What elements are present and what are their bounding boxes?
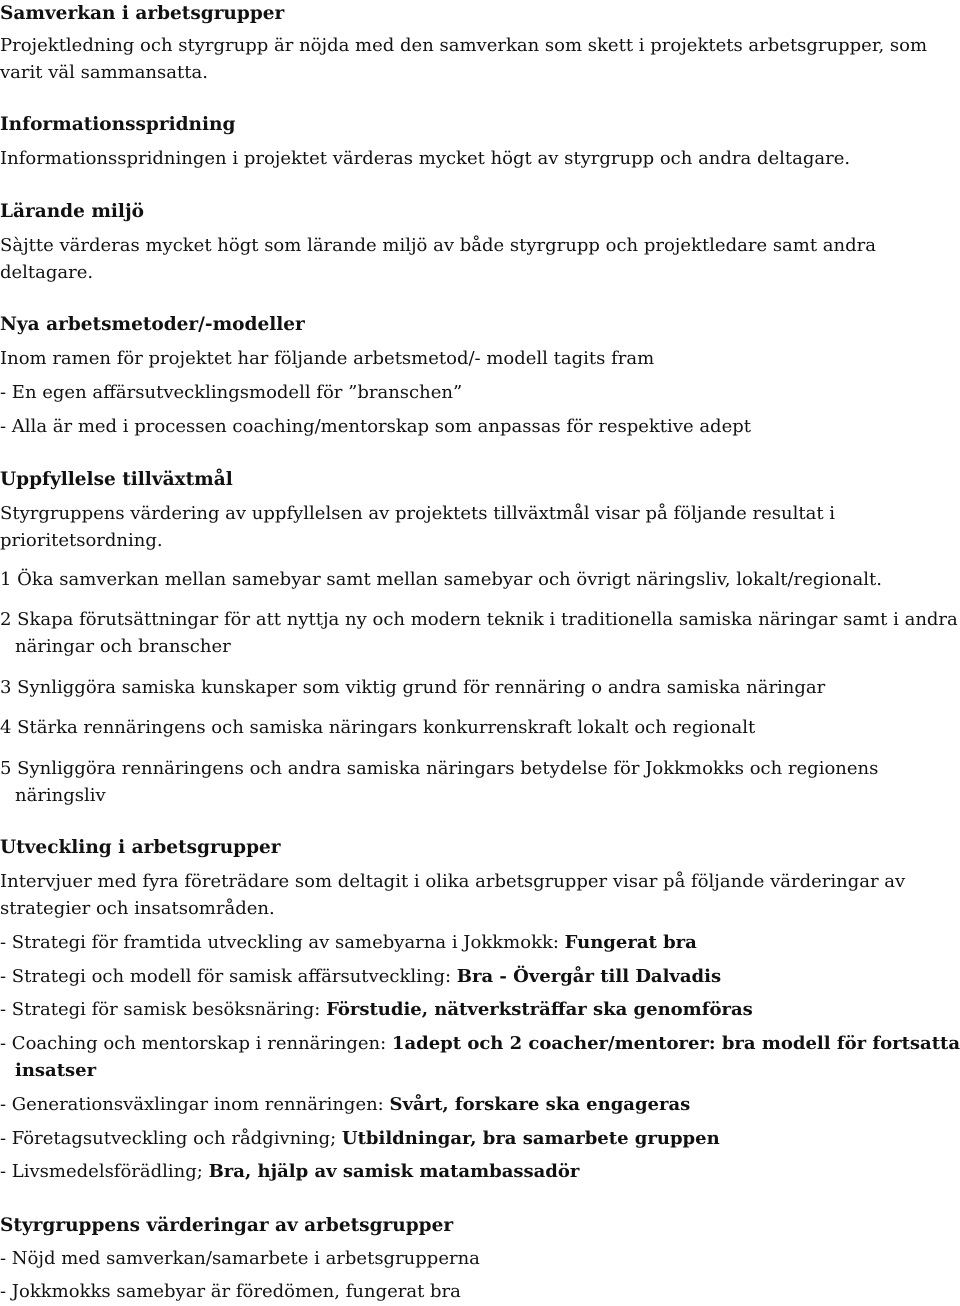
strategy-item <box>0 963 721 990</box>
section-body: Informationsspridningen i projektet värderas mycket högt av styrgrupp och andra deltagare. <box>0 148 851 169</box>
strategy-value: Fungerat bra <box>564 932 697 953</box>
strategy-label: - Generationsväxlingar inom rennäringen: <box>0 1094 390 1115</box>
section-heading: Informationsspridning <box>0 114 236 135</box>
strategy-value: Bra - Övergår till Dalvadis <box>456 966 722 987</box>
goal-item: 4 Stärka rennäringens och samiska näringars konkurrenskraft lokalt och regionalt <box>0 717 756 738</box>
section-heading: Styrgruppens värderingar av arbetsgrupper <box>0 1215 454 1236</box>
strategy-item <box>0 1091 690 1118</box>
section-heading: Uppfyllelse tillväxtmål <box>0 469 233 490</box>
strategy-label: - Livsmedelsförädling; <box>0 1161 209 1182</box>
section-body: Projektledning och styrgrupp är nöjda med den samverkan som skett i projektets arbetsgrupper, som varit väl sammansatta. <box>0 35 928 83</box>
goal-item: 5 Synliggöra rennäringens och andra samiska näringars betydelse för Jokkmokks och regionens näringsliv <box>0 758 879 806</box>
goal-item: 3 Synliggöra samiska kunskaper som viktig grund för rennäring o andra samiska näringar <box>0 677 826 698</box>
list-item: - Alla är med i processen coaching/mentorskap som anpassas för respektive adept <box>0 416 751 437</box>
section-heading: Utveckling i arbetsgrupper <box>0 837 281 858</box>
strategy-item <box>0 996 753 1023</box>
strategy-label: - Coaching och mentorskap i rennäringen: <box>0 1033 392 1054</box>
section-heading: Nya arbetsmetoder/-modeller <box>0 314 305 335</box>
strategy-label: - Strategi för framtida utveckling av samebyarna i Jokkmokk: <box>0 932 565 953</box>
section-body: Inom ramen för projektet har följande arbetsmetod/- modell tagits fram <box>0 348 655 369</box>
strategy-value: Bra, hjälp av samisk matambassadör <box>208 1161 580 1182</box>
section-heading: Lärande miljö <box>0 201 144 222</box>
strategy-item <box>0 1158 579 1185</box>
section-heading: Samverkan i arbetsgrupper <box>0 3 285 24</box>
list-item: - Jokkmokks samebyar är föredömen, fungerat bra <box>0 1281 461 1302</box>
strategy-value: Svårt, forskare ska engageras <box>389 1094 691 1115</box>
strategy-item <box>0 1030 960 1084</box>
strategy-value: Utbildningar, bra samarbete gruppen <box>341 1128 720 1149</box>
goal-item: 2 Skapa förutsättningar för att nyttja ny och modern teknik i traditionella samiska näringar samt i andra näringar och branscher <box>0 609 958 657</box>
section-body: Sàjtte värderas mycket högt som lärande miljö av både styrgrupp och projektledare samt andra deltagare. <box>0 235 876 283</box>
list-item: - Nöjd med samverkan/samarbete i arbetsgrupperna <box>0 1248 480 1269</box>
list-item: - En egen affärsutvecklingsmodell för ”branschen” <box>0 382 463 403</box>
section-body: Styrgruppens värdering av uppfyllelsen av projektets tillväxtmål visar på följande resultat i prioritetsordning. <box>0 503 836 551</box>
strategy-value: 1adept och 2 coacher/mentorer: bra modell för fortsatta insatser <box>15 1033 960 1081</box>
strategy-label: - Företagsutveckling och rådgivning; <box>0 1128 342 1149</box>
strategy-item <box>0 929 697 956</box>
strategy-item <box>0 1125 720 1152</box>
goal-item: 1 Öka samverkan mellan samebyar samt mellan samebyar och övrigt näringsliv, lokalt/regionalt. <box>0 569 882 590</box>
strategy-label: - Strategi för samisk besöksnäring: <box>0 999 327 1020</box>
section-body: Intervjuer med fyra företrädare som deltagit i olika arbetsgrupper visar på följande värderingar av strategier och insatsområden. <box>0 871 906 919</box>
strategy-label: - Strategi och modell för samisk affärsutveckling: <box>0 966 457 987</box>
strategy-value: Förstudie, nätverksträffar ska genomföras <box>326 999 753 1020</box>
